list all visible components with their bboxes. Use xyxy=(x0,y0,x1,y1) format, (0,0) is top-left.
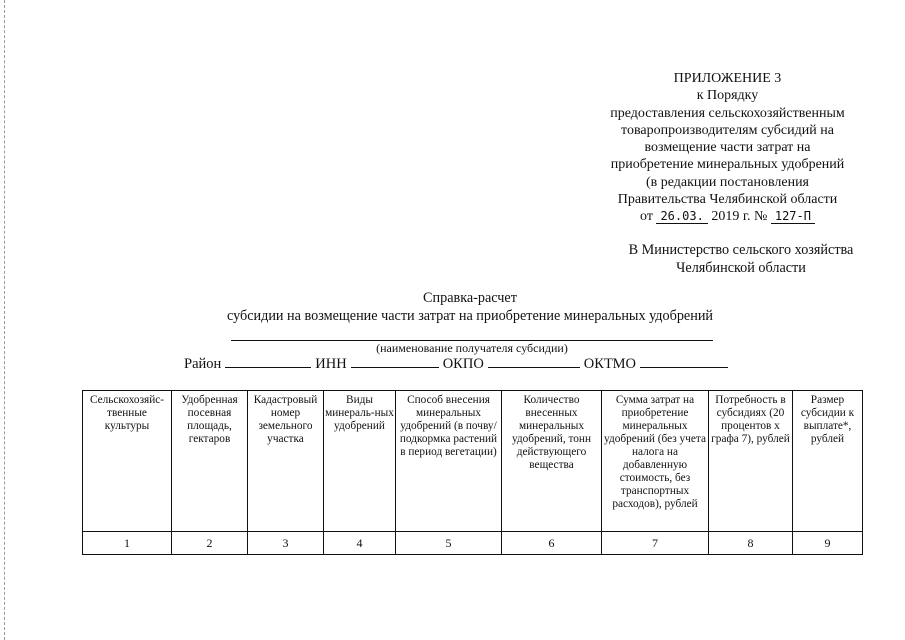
recipient-caption: (наименование получателя субсидии) xyxy=(376,341,568,355)
title-line: Справка-расчет xyxy=(423,290,517,306)
okpo-label: ОКПО xyxy=(442,356,484,372)
appendix-line: возмещение части затрат на xyxy=(644,140,811,156)
table-header-row xyxy=(83,391,863,532)
appendix-line: ПРИЛОЖЕНИЕ 3 xyxy=(673,71,782,86)
addressee-line: Челябинской области xyxy=(676,260,806,276)
identifier-fields xyxy=(184,354,732,373)
column-number: 6 xyxy=(502,532,602,555)
column-header: Размер субсидии к выплате*, рублей xyxy=(793,391,863,532)
column-number: 5 xyxy=(396,532,502,555)
column-header: Сельскохозяйс-твенные культуры xyxy=(83,391,172,532)
column-number-row xyxy=(83,532,863,555)
appendix-line: предоставления сельскохозяйственным xyxy=(610,105,845,121)
year-text: 2019 г. № xyxy=(711,209,768,225)
column-number: 1 xyxy=(83,532,172,555)
column-number: 2 xyxy=(172,532,248,555)
column-number: 4 xyxy=(324,532,396,555)
document-title xyxy=(160,289,780,325)
column-header: Удобренная посевная площадь, гектаров xyxy=(172,391,248,532)
date-prefix: от xyxy=(640,209,653,225)
page-margin-line xyxy=(4,0,6,640)
amendment-date: 26.03. xyxy=(656,210,707,224)
appendix-line: Правительства Челябинской области xyxy=(617,192,838,208)
column-header: Виды минераль-ных удобрений xyxy=(324,391,396,532)
column-header: Кадастровый номер земельного участка xyxy=(248,391,324,532)
column-number: 3 xyxy=(248,532,324,555)
appendix-line: к Порядку xyxy=(696,88,759,104)
subtitle-line: субсидии на возмещение части затрат на приобретение минеральных удобрений xyxy=(226,308,714,324)
column-header: Способ внесения минеральных удобрений (в почву/подкормка растений в период вегетации) xyxy=(396,391,502,532)
appendix-line: товаропроизводителям субсидий на xyxy=(621,122,834,138)
amendment-date-line xyxy=(590,208,865,225)
column-header: Количество внесенных минеральных удобрений, тонн действующего вещества xyxy=(502,391,602,532)
okpo-blank xyxy=(488,354,580,368)
inn-blank xyxy=(351,354,439,368)
district-blank xyxy=(225,354,311,368)
column-header: Потребность в субсидиях (20 процентов х графа 7), рублей xyxy=(709,391,793,532)
inn-label: ИНН xyxy=(315,356,347,372)
appendix-line: (в редакции постановления xyxy=(645,174,810,190)
column-number: 8 xyxy=(709,532,793,555)
calculation-table xyxy=(82,390,863,555)
column-header: Сумма затрат на приобретение минеральных удобрений (без учета налога на добавленную стоимость, без транспортных расходов), рублей xyxy=(602,391,709,532)
addressee xyxy=(596,241,886,277)
district-label: Район xyxy=(184,356,222,372)
appendix-line: приобретение минеральных удобрений xyxy=(610,157,845,173)
column-number: 7 xyxy=(602,532,709,555)
oktmo-label: ОКТМО xyxy=(583,356,636,372)
column-number: 9 xyxy=(793,532,863,555)
amendment-number: 127-П xyxy=(771,210,815,224)
addressee-line: В Министерство сельского хозяйства xyxy=(628,242,854,258)
appendix-header xyxy=(590,70,865,226)
oktmo-blank xyxy=(640,354,728,368)
